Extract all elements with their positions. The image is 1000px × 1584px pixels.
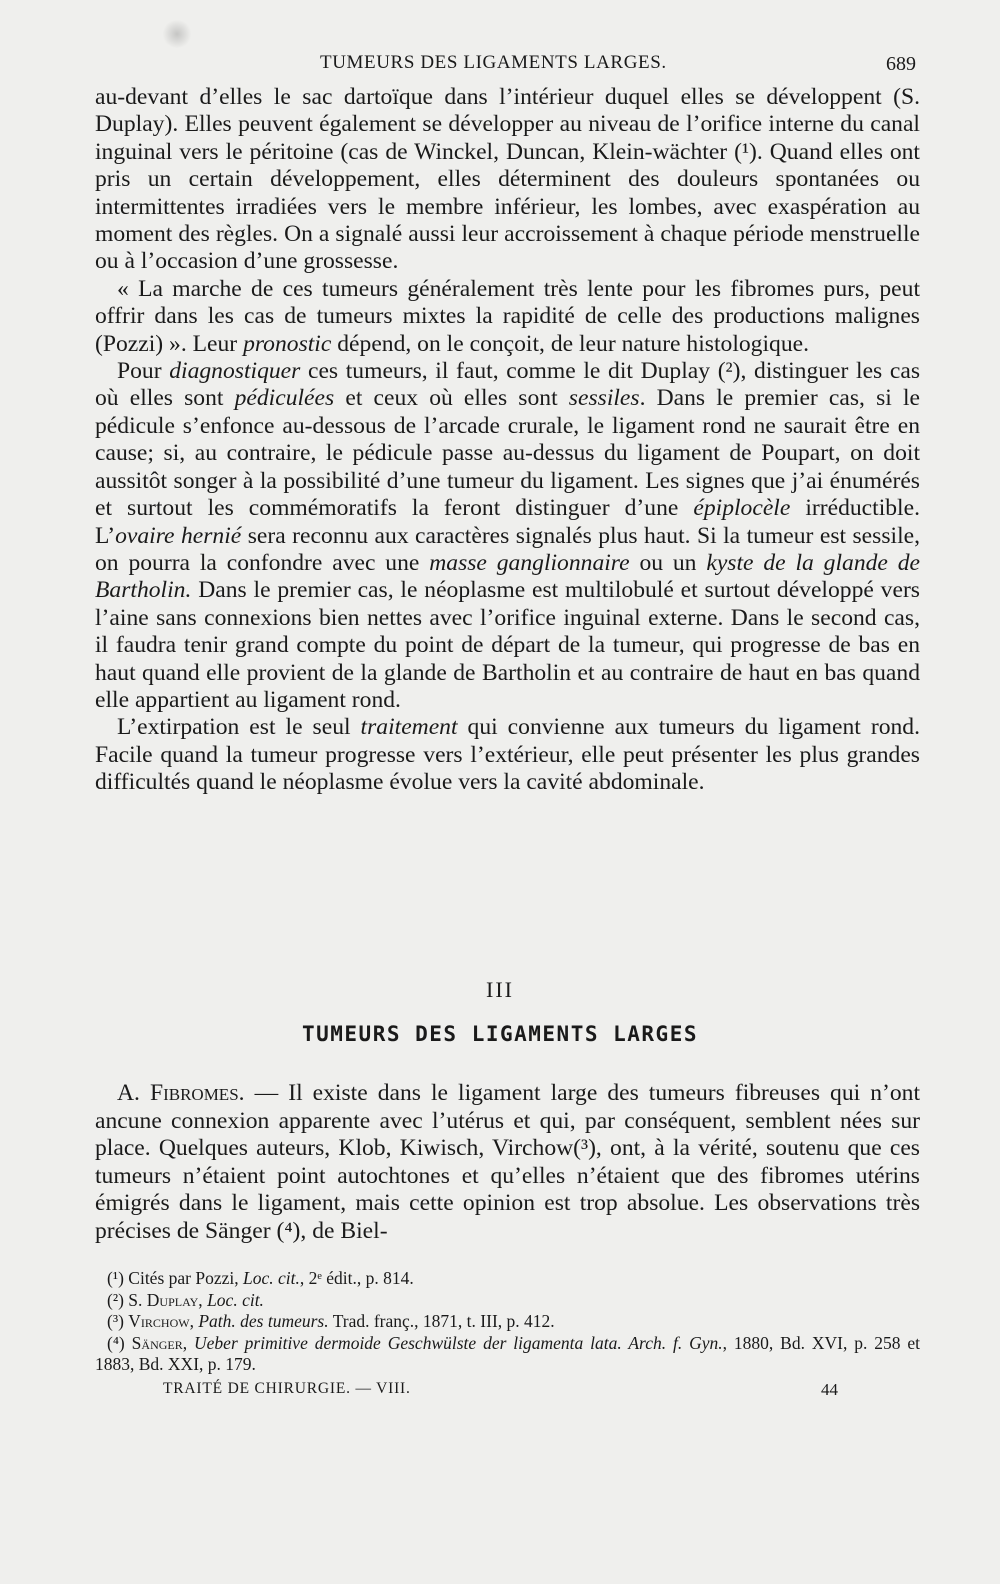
- italic-term: pédiculées: [234, 385, 335, 412]
- italic-term: pronostic: [243, 330, 332, 357]
- italic-term: Ueber primitive dermoide Geschwülste der ligamenta lata. Arch. f. Gyn.: [194, 1332, 723, 1353]
- section-number: III: [486, 977, 514, 1002]
- italic-term: Loc. cit.: [207, 1289, 264, 1310]
- text-run: Trad. franç., 1871, t. III, p. 412.: [332, 1311, 555, 1331]
- text-run: Pour: [117, 358, 162, 385]
- italic-term: épiplocèle: [693, 495, 791, 522]
- italic-term: ovaire hernié: [115, 522, 242, 549]
- text-run: S. Duplay,: [128, 1289, 203, 1310]
- running-title: TUMEURS DES LIGAMENTS LARGES.: [320, 52, 667, 73]
- text-run: « La marche de ces tumeurs généralement très lente pour les fibromes purs, peut offrir dans les cas de tumeurs mixtes la rapidité de celle des productions malignes (Pozzi) ». Leur: [95, 275, 920, 357]
- paragraph-1: [95, 84, 920, 276]
- italic-term: diagnostiquer: [169, 358, 301, 385]
- page-footer: [95, 1380, 920, 1404]
- page-header: [95, 52, 920, 78]
- text-run: qui convienne aux tumeurs du ligament rond. Facile quand la tumeur progresse vers l’extérieur, elle peut présenter les plus grandes difficultés quand le néoplasme évolue vers la cavité abdominale.: [95, 714, 920, 796]
- ink-smudge: [162, 20, 192, 48]
- paragraph-4: [95, 714, 920, 796]
- text-run: et ceux où elles sont: [345, 385, 558, 412]
- text-run: . Dans le premier cas, si le pédicule s’enfonce au-dessous de l’arcade crurale, le ligament rond ne saurait être en cause; si, au contraire, le pédicule passe au-dessus du ligament de Poupart, on doit aussitôt songer à la possibilité d’une tumeur du ligament. Les signes que j’ai énumérés et surtout les commémoratifs la feront distinguer d’une: [95, 385, 920, 522]
- book-title-footer: TRAITÉ DE CHIRURGIE. — VIII.: [163, 1380, 411, 1397]
- paragraph-5: [95, 1080, 920, 1246]
- text-run: , 1880, Bd. XVI, p. 258 et 1883, Bd. XXI, p. 179.: [95, 1332, 921, 1374]
- main-text: [95, 84, 920, 797]
- subsection-label: A. Fibromes.: [117, 1080, 245, 1106]
- paragraph-2: [95, 276, 920, 358]
- text-run: irréductible. L’: [95, 495, 920, 549]
- section-text: [95, 1080, 920, 1246]
- italic-term: traitement: [360, 714, 458, 741]
- text-run: Dans le premier cas, le néoplasme est multilobulé et surtout développé vers l’aine sans connexions bien nettes avec l’orifice inguinal externe. Dans le second cas, il faudra tenir grand compte du point de départ de la tumeur, qui progresse de bas en haut quand elle provient de la glande de Bartholin et au contraire de haut en bas quand elle appartient au ligament rond.: [95, 577, 920, 713]
- footnote-mark: (³): [107, 1311, 124, 1331]
- text-run: Virchow,: [128, 1311, 194, 1331]
- text-run: sera reconnu aux caractères signalés plus haut. Si la tumeur est sessile, on pourra la confondre avec une: [95, 522, 920, 576]
- footnotes: [95, 1268, 920, 1376]
- italic-term: Path. des tumeurs.: [198, 1311, 329, 1331]
- footnote-mark: (¹): [107, 1268, 124, 1288]
- italic-term: masse ganglionnaire: [429, 549, 630, 576]
- paragraph-3: [95, 358, 920, 714]
- footnote-1: [95, 1268, 920, 1290]
- italic-term: Loc. cit.: [242, 1268, 300, 1288]
- italic-term: sessiles: [568, 385, 640, 412]
- text-run: , 2ᵉ édit., p. 814.: [299, 1268, 414, 1288]
- footnote-mark: (²): [107, 1289, 124, 1310]
- paragraph-1-text: au-devant d’elles le sac dartoïque dans l’intérieur duquel elles se développent (S. Duplay). Elles peuvent également se développer au niveau de l’orifice interne du canal inguinal vers le péritoine (cas de Winckel, Duncan, Klein-wächter (¹). Quand elles ont pris un certain développement, elles déterminent des douleurs spontanées ou intermittentes irradiées vers le membre inférieur, les lombes, avec exaspération au moment des règles. On a signalé aussi leur accroissement à chaque période menstruelle ou à l’occasion d’une grossesse.: [95, 84, 920, 275]
- footnote-mark: (⁴): [107, 1332, 125, 1353]
- footnote-3: [95, 1311, 920, 1333]
- page-number: 689: [886, 53, 916, 75]
- footnote-2: [95, 1290, 920, 1312]
- signature-mark: 44: [821, 1380, 838, 1399]
- text-run: ou un: [639, 549, 697, 576]
- text-run: Sänger,: [131, 1332, 188, 1353]
- italic-term: kyste de la glande de Bartholin.: [95, 549, 920, 604]
- section-title: TUMEURS DES LIGAMENTS LARGES: [301, 1022, 698, 1046]
- text-run: Cités par Pozzi,: [128, 1268, 239, 1288]
- text-run: ces tumeurs, il faut, comme le dit Duplay (²), distinguer les cas où elles sont: [95, 358, 921, 412]
- text-run: dépend, on le conçoit, de leur nature histologique.: [337, 330, 809, 357]
- footnote-4: [95, 1333, 920, 1376]
- text-run: — Il existe dans le ligament large des tumeurs fibreuses qui n’ont ancune connexion apparente avec l’utérus et qui, par conséquent, semblent nées sur place. Quelques auteurs, Klob, Kiwisch, Virchow(³), ont, à la vérité, soutenu que ces tumeurs n’étaient point autochtones et qu’elles n’étaient que des fibromes utérins émigrés dans le ligament, mais cette opinion est trop absolue. Les observations très précises de Sänger (⁴), de Biel-: [95, 1080, 921, 1244]
- text-run: L’extirpation est le seul: [117, 714, 351, 741]
